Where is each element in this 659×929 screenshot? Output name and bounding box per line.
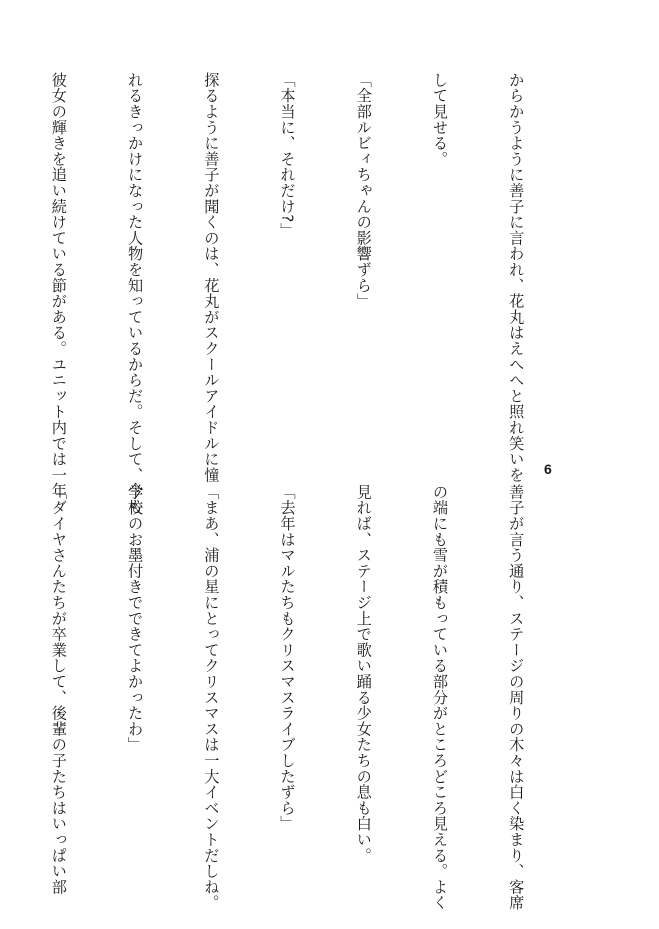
text-line: からかうように善子に言われ、花丸はえへへと照れ笑いを bbox=[507, 72, 526, 483]
text-line: 「全部ルビィちゃんの影響ずら」 bbox=[354, 72, 373, 309]
text-line: 探るように善子が聞くのは、花丸がスクールアイドルに憧 bbox=[202, 72, 221, 483]
page-number: 6 bbox=[544, 461, 552, 477]
text-line: 「まあ、浦の星にとってクリスマスは一大イベントだしね。 bbox=[202, 484, 221, 911]
text-line: して見せる。 bbox=[430, 72, 449, 167]
text-line: 学校のお墨付きでできてよかったわ」 bbox=[126, 484, 145, 753]
text-line: 「本当に、それだけ?」 bbox=[278, 72, 297, 239]
text-line: 彼女の輝きを追い続けている節がある。ユニット内では一年 bbox=[49, 72, 68, 499]
text-line: 「ダイヤさんたちが卒業して、後輩の子たちはいっぱい部 bbox=[49, 484, 68, 895]
text-line: れるきっかけになった人物を知っているからだ。そして、今も bbox=[126, 72, 145, 515]
text-block-bottom bbox=[0, 484, 579, 911]
text-line: の端にも雪が積もっている部分がところどころ見える。よく bbox=[430, 484, 449, 911]
text-line: 「去年はマルたちもクリスマスライブしたずら」 bbox=[278, 484, 297, 832]
text-line: 善子が言う通り、ステージの周りの木々は白く染まり、客席 bbox=[507, 484, 526, 911]
text-block-top bbox=[0, 72, 579, 515]
text-line: 見れば、ステージ上で歌い踊る少女たちの息も白い。 bbox=[354, 484, 373, 864]
